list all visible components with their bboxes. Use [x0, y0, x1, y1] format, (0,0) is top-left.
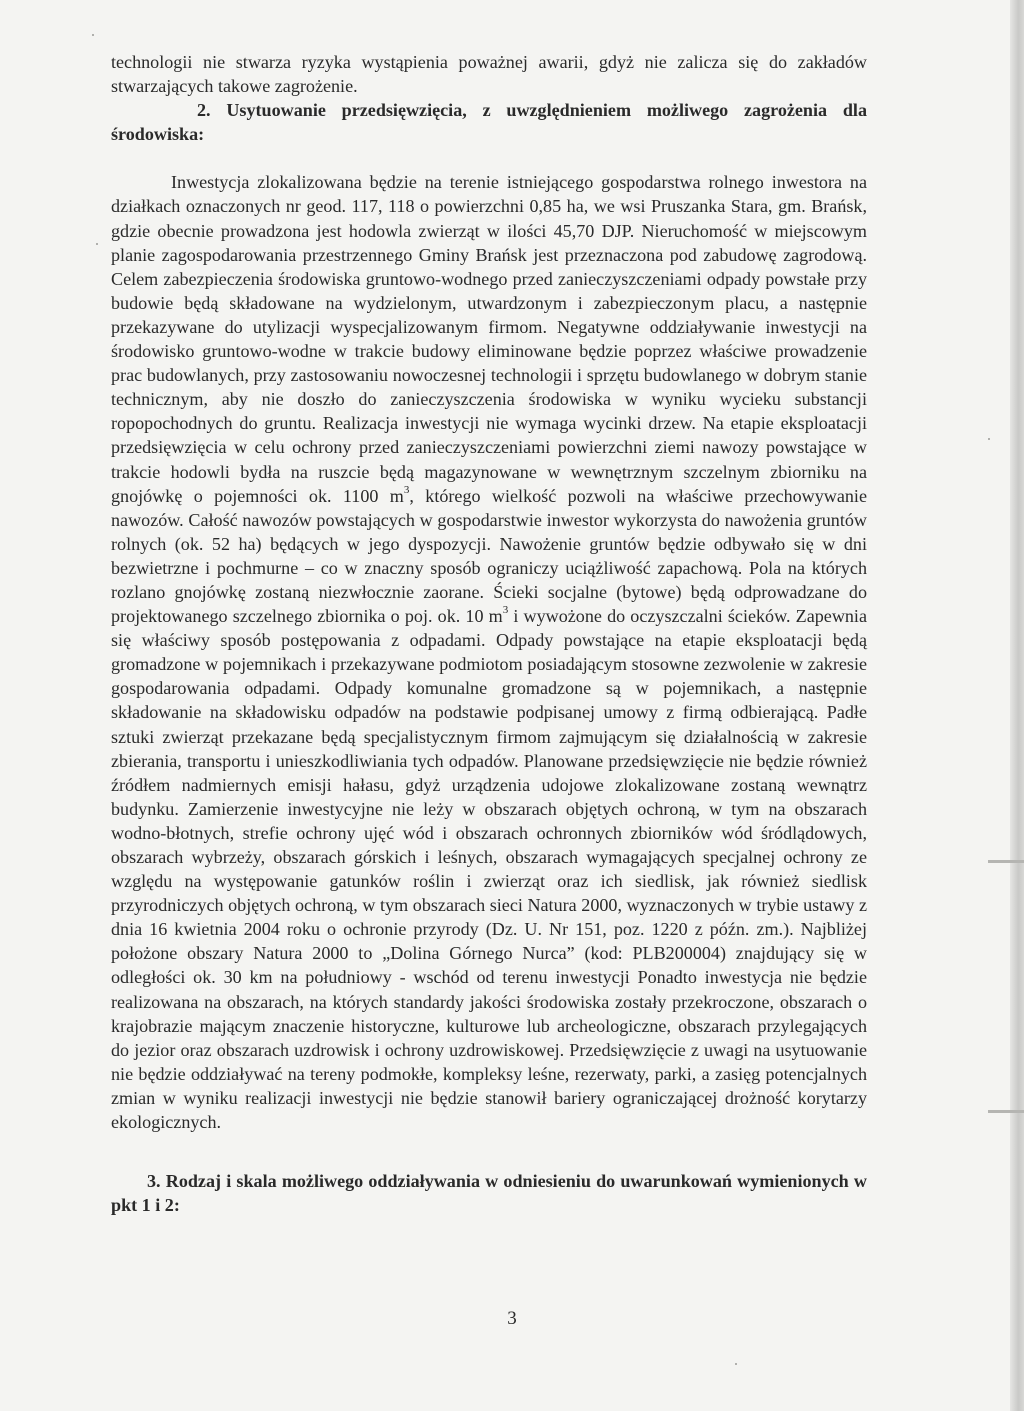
section-2-text-part-3: i wywożone do oczyszczalni ścieków. Zapewnia się właściwy sposób postępowania z odpadami. Odpady powstające na etapie eksploatacji będą gromadzone w pojemnikach i przekazywane podmiotom posiadającym stosowne zezwolenie w zakresie gospodarowania odpadami. Odpady komunalne gromadzone są w pojemnikach, a następnie składowanie na składowisku odpadów na podstawie podpisanej umowy z firmą odbierającą. Padłe sztuki zwierząt przekazane będą specjalistycznym firmom zajmującym się działalnością w zakresie zbierania, transportu i unieszkodliwiania tych odpadów. Planowane przedsięwzięcie nie będzie również źródłem nadmiernych emisji hałasu, gdyż urządzenia udojowe zlokalizowane zostaną wewnątrz budynku. Zamierzenie inwestycyjne nie leży w obszarach objętych ochroną, w tym na obszarach wodno-błotnych, strefie ochrony ujęć wód i obszarach ochronnych zbiorników wód śródlądowych, obszarach wybrzeży, obszarach górskich i leśnych, obszarach wymagających specjalnej ochrony ze względu na występowanie gatunków roślin i zwierząt oraz ich siedlisk, jak również siedlisk przyrodniczych objętych ochroną, w tym obszarach sieci Natura 2000, wyznaczonych w trybie ustawy z dnia 16 kwietnia 2004 roku o ochronie przyrody (Dz. U. Nr 151, poz. 1220 z późn. zm.). Najbliżej położone obszary Natura 2000 to „Dolina Górnego Nurca” (kod: PLB200004) znajdujący się w odległości ok. 30 km na południowy - wschód od terenu inwestycji Ponadto inwestycja nie będzie realizowana na obszarach, na których standardy jakości środowiska zostały przekroczone, obszarach o krajobrazie mającym znaczenie historyczne, kulturowe lub archeologiczne, obszarach przylegających do jezior oraz obszarach uzdrowisk i ochrony uzdrowiskowej. Przedsięwzięcie z uwagi na usytuowanie nie będzie oddziaływać na tereny podmokłe, kompleksy leśne, rezerwaty, parki, a zasięg potencjalnych zmian w wyniku realizacji inwestycji nie będzie stanowił bariery ograniczającej drożność korytarzy ekologicznych. [111, 606, 867, 1133]
page-number: 3 [507, 1308, 517, 1329]
section-3-heading: 3. Rodzaj i skala możliwego oddziaływania w odniesieniu do uwarunkowań wymienionych w pkt 1 i 2: [111, 1171, 867, 1216]
section-2-heading: 2. Usytuowanie przedsięwzięcia, z uwzględnieniem możliwego zagrożenia dla środowiska: [111, 100, 867, 145]
scan-edge-shadow [1010, 0, 1024, 1411]
scan-edge-mark [988, 1110, 1024, 1113]
scan-speck [988, 438, 990, 440]
scan-edge-mark [988, 860, 1024, 863]
scan-speck [735, 1363, 737, 1365]
scan-speck [96, 243, 98, 245]
section-2-text-part-2: , którego wielkość pozwoli na właściwe przechowywanie nawozów. Całość nawozów powstających w gospodarstwie inwestor wykorzysta do nawożenia gruntów rolnych (ok. 52 ha) będących w jego dyspozycji. Nawożenie gruntów będzie odbywało się w dni bezwietrzne i pochmurne – co w znaczny sposób ograniczy uciążliwość zapachową. Pola na których rozlano gnojówkę zostaną niezwłocznie zaorane. Ścieki socjalne (bytowe) będą odprowadzane do projektowanego szczelnego zbiornika o poj. ok. 10 m [111, 485, 867, 627]
section-2-body [111, 170, 867, 1134]
scan-speck [92, 34, 94, 36]
document-page [111, 50, 867, 1217]
cubic-superscript: 3 [403, 483, 410, 496]
section-2-text-part-1: Inwestycja zlokalizowana będzie na terenie istniejącego gospodarstwa rolnego inwestora na działkach oznaczonych nr geod. 117, 118 o powierzchni 0,85 ha, we wsi Pruszanka Stara, gm. Brańsk, gdzie obecnie prowadzona jest hodowla zwierząt w ilości 45,70 DJP. Nieruchomość w miejscowym planie zagospodarowania przestrzennego Gminy Brańsk jest przeznaczona pod zabudowę zagrodową. Celem zabezpieczenia środowiska gruntowo-wodnego przed zanieczyszczeniami odpady powstałe przy budowie będą składowane na wydzielonym, utwardzonym i zabezpieczonym placu, a następnie przekazywane do utylizacji wyspecjalizowanym firmom. Negatywne oddziaływanie inwestycji na środowisko gruntowo-wodne w trakcie budowy eliminowane będzie poprzez właściwe prowadzenie prac budowlanych, przy zastosowaniu nowoczesnej technologii i sprzętu budowlanego w dobrym stanie technicznym, aby nie doszło do zanieczyszczenia środowiska w wyniku wycieku substancji ropopochodnych do gruntu. Realizacja inwestycji nie wymaga wycinki drzew. Na etapie eksploatacji przedsięwzięcia w celu ochrony przed zanieczyszczeniami powierzchni ziemi nawozy powstające w trakcie hodowli bydła na ruszcie będą magazynowane w wewnętrznym szczelnym zbiorniku na gnojówkę o pojemności ok. 1100 m [111, 172, 867, 506]
intro-paragraph: technologii nie stwarza ryzyka wystąpienia poważnej awarii, gdyż nie zalicza się do zakładów stwarzających takowe zagrożenie. [111, 52, 867, 97]
cubic-superscript: 3 [502, 604, 509, 617]
